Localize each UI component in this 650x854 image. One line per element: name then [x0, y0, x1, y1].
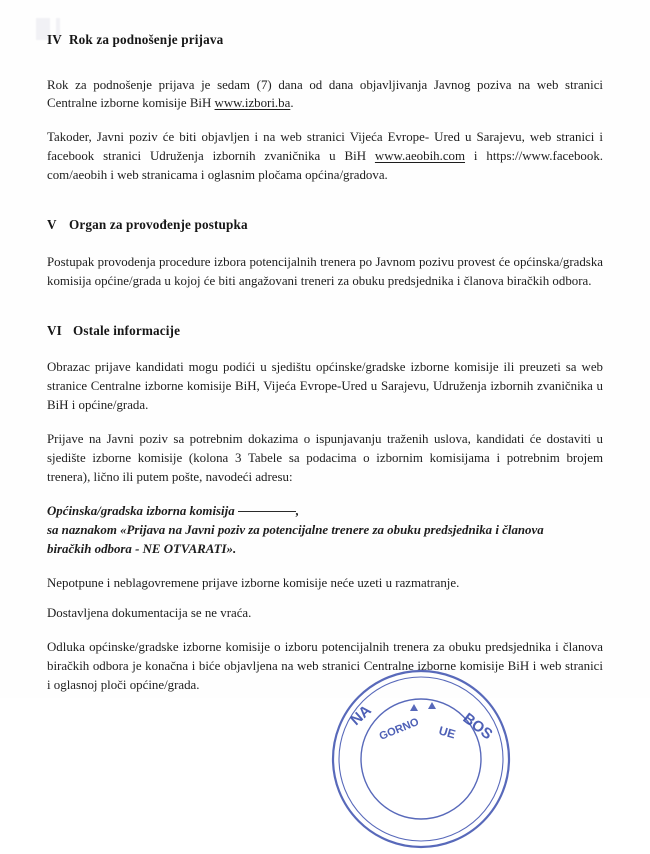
stamp-text-bos: BOS: [459, 709, 496, 744]
paragraph-iv-2-text: Takoder, Javni poziv će biti objavljen i na web stranici Vijeća Evrope- Ured u Sarajevu, web stranici i facebook stranici Udruženja izbornih zvaničnika u BiH: [47, 130, 603, 164]
paragraph-iv-2-tail: https://www.facebook. com/aeobih i web stranicama i oglasnim pločama općina/gradova.: [47, 149, 603, 183]
mailing-address-block: [47, 502, 603, 559]
address-line-1-suffix: ,: [295, 504, 300, 519]
paragraph-vi-5: Odluka općinske/gradske izborne komisije o izboru potencijalnih trenera za obuku predsjednika i članova biračkih odbora je konačna i biće objavljena na web stranici Centralne izborne komisije BiH i web stranici i oglasnoj ploči općine/grada.: [47, 639, 603, 692]
stamp-star-left: [410, 704, 418, 711]
section-title-vi: Ostale informacije: [73, 322, 181, 338]
paragraph-iv-1: [47, 76, 603, 114]
link-izbori-ba[interactable]: www.izbori.ba: [214, 96, 291, 111]
link-aeobih-com[interactable]: www.aeobih.com: [374, 149, 466, 164]
section-heading-iv: [47, 32, 603, 49]
document-body: [47, 32, 603, 695]
paragraph-vi-1: Obrazac prijave kandidati mogu podići u sjedištu općinske/gradske izborne komisije ili preuzeti sa web stranice Centralne izborne komisije BiH, Vijeća Evrope-Ured u Sarajevu, Udruženja izbornih zvaničnika u BiH i općine/grada.: [47, 360, 603, 413]
paragraph-iv-2-mid: i: [465, 149, 487, 164]
section-title-v: Organ za provođenje postupka: [69, 217, 248, 233]
address-line-1-prefix: Općinska/gradska izborna komisija: [47, 504, 238, 519]
paragraph-iv-1-tail: .: [290, 96, 294, 111]
stamp-text-na: NA: [347, 701, 375, 729]
stamp-star-right: [428, 702, 436, 709]
stamp-text-gorno: GORNO: [377, 716, 421, 743]
address-line-3: biračkih odbora - NE OTVARATI».: [47, 542, 237, 557]
paragraph-vi-3: Nepotpune i neblagovremene prijave izborne komisije neće uzeti u razmatranje.: [47, 576, 460, 590]
address-line-1: [47, 502, 603, 521]
paragraph-v-1: Postupak provodenja procedure izbora potencijalnih trenera po Javnom pozivu provest će općinska/gradska komisija općine/grada u kojoj će biti angažovani treneri za obuku predsjednika i članova biračkih odbora.: [47, 254, 603, 288]
stamp-text-ue: UE: [437, 723, 458, 742]
paragraph-iv-2: [47, 128, 603, 185]
paragraph-vi-2: Prijave na Javni poziv sa potrebnim dokazima o ispunjavanju traženih uslova, kandidati će dostaviti u sjedište izborne komisije (kolona 3 Tabele sa podacima o izbornim komisijama i potrebnim brojem trenera), lično ili putem pošte, navodeći adresu:: [47, 432, 603, 485]
paragraph-iv-1-text: Rok za podnošenje prijava je sedam (7) dana od dana objavljivanja Javnog poziva na web stranici Centralne izborne komisije BiH: [47, 77, 603, 111]
section-title-iv: Rok za podnošenje prijava: [69, 32, 224, 47]
section-numeral-v: V: [47, 217, 57, 233]
section-heading-v: [47, 217, 603, 234]
section-numeral-iv: IV: [47, 32, 62, 47]
paragraph-vi-4: Dostavljena dokumentacija se ne vraća.: [47, 605, 252, 620]
section-heading-vi: [47, 323, 603, 340]
section-numeral-vi: VI: [47, 322, 62, 338]
fill-in-blank[interactable]: [238, 511, 296, 512]
address-line-2: sa naznakom «Prijava na Javni poziv za potencijalne trenere za obuku predsjednika i članova: [47, 523, 544, 538]
